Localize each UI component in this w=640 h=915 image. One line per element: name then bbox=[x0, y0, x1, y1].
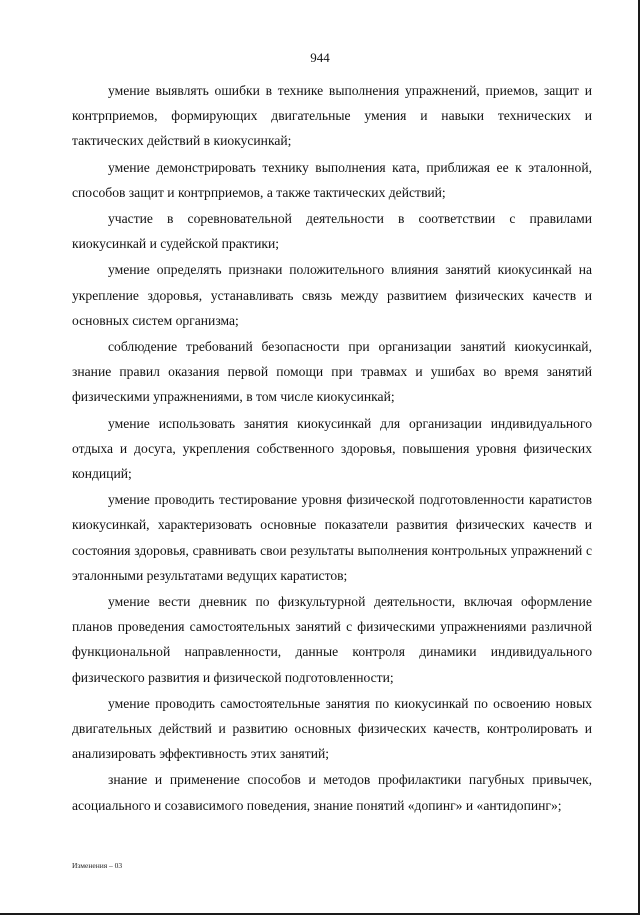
paragraph-6: умение использовать занятия киокусинкай для организации индивидуального отдыха и досуга, укрепления собственного здоровья, повышения уровня физических кондиций; bbox=[72, 415, 592, 482]
paragraph-10: знание и применение способов и методов профилактики пагубных привычек, асоциального и созависимого поведения, знание понятий «допинг» и «антидопинг»; bbox=[72, 772, 592, 813]
paragraph-3: участие в соревновательной деятельности в соответствии с правилами киокусинкай и судейской практики; bbox=[72, 211, 592, 252]
paragraph-8: умение вести дневник по физкультурной деятельности, включая оформление планов проведения самостоятельных занятий с физическими упражнениями различной функциональной направленности, данные контроля динамики индивидуального физического развития и физической подготовленности; bbox=[72, 594, 592, 685]
revision-footer: Изменения – 03 bbox=[72, 861, 123, 870]
paragraph-9: умение проводить самостоятельные занятия по киокусинкай по освоению новых двигательных действий и развитию основных физических качеств, контролировать и анализировать эффективность этих занятий; bbox=[72, 695, 592, 762]
paragraph-1: умение выявлять ошибки в технике выполнения упражнений, приемов, защит и контрприемов, формирующих двигательные умения и навыки технических и тактических действий в киокусинкай; bbox=[72, 83, 592, 149]
paragraph-4: умение определять признаки положительного влияния занятий киокусинкай на укрепление здоровья, устанавливать связь между развитием физических качеств и основных систем организма; bbox=[72, 262, 592, 328]
paragraph-7: умение проводить тестирование уровня физической подготовленности каратистов киокусинкай, характеризовать основные показатели развития физических качеств и состояния здоровья, сравнивать свои результаты выполнения контрольных упражнений с эталонными результатами ведущих каратистов; bbox=[72, 492, 592, 583]
page-number: 944 bbox=[310, 50, 330, 65]
paragraph-5: соблюдение требований безопасности при организации занятий киокусинкай, знание правил оказания первой помощи при травмах и ушибах во время занятий физическими упражнениями, в том числе киокусинкай; bbox=[72, 339, 592, 405]
paragraph-2: умение демонстрировать технику выполнения ката, приближая ее к эталонной, способов защит и контрприемов, а также тактических действий; bbox=[72, 159, 592, 200]
document-body bbox=[72, 78, 592, 819]
